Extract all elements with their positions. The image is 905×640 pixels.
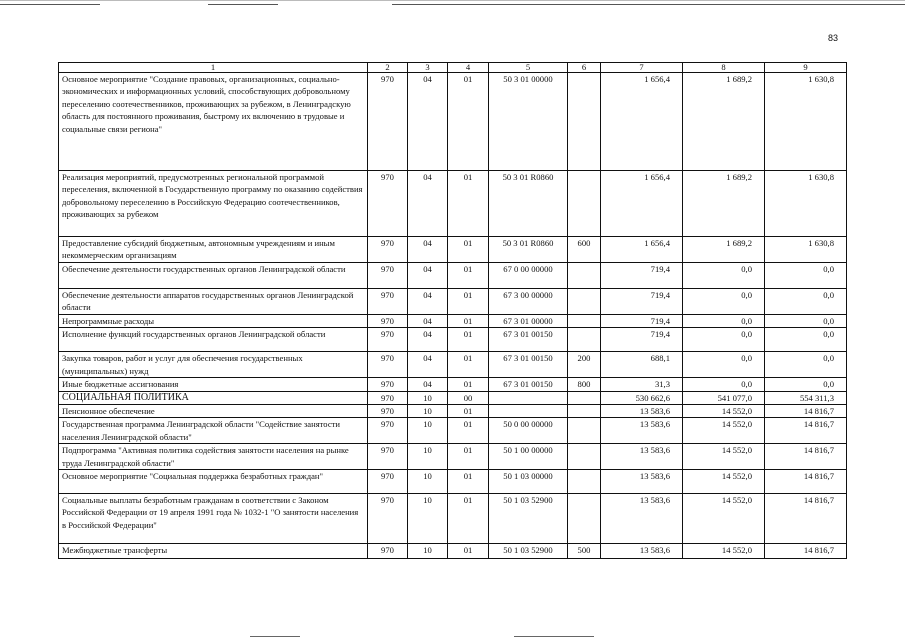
subsection-code: 01 (448, 352, 489, 378)
section-code: 10 (408, 405, 448, 418)
admin-code: 970 (368, 73, 408, 171)
target-article-code: 50 3 01 00000 (489, 73, 568, 171)
row-name: Подпрограмма "Активная политика содействия занятости населения на рынке труда Ленинградской области" (59, 444, 368, 470)
section-code: 04 (408, 314, 448, 327)
expense-type-code: 800 (568, 378, 601, 391)
table-row (59, 288, 847, 314)
amount-col-9: 0,0 (765, 262, 847, 288)
row-name: Основное мероприятие "Социальная поддержка безработных граждан" (59, 470, 368, 494)
admin-code: 970 (368, 405, 408, 418)
admin-code: 970 (368, 391, 408, 404)
column-number: 3 (408, 63, 448, 73)
amount-col-8: 1 689,2 (683, 171, 765, 237)
column-number: 6 (568, 63, 601, 73)
column-number: 7 (601, 63, 683, 73)
expense-type-code (568, 418, 601, 444)
scan-mark (392, 4, 905, 5)
column-number: 8 (683, 63, 765, 73)
expense-type-code: 600 (568, 237, 601, 263)
target-article-code (489, 391, 568, 404)
row-name: Реализация мероприятий, предусмотренных региональной программой переселения, включенной в Государственную программу по оказанию содействия добровольному переселению в Российскую Федерацию соотечественников, проживающих за рубежом (59, 171, 368, 237)
amount-col-8: 0,0 (683, 314, 765, 327)
admin-code: 970 (368, 378, 408, 391)
amount-col-7: 1 656,4 (601, 171, 683, 237)
amount-col-8: 1 689,2 (683, 237, 765, 263)
row-name: Закупка товаров, работ и услуг для обеспечения государственных (муниципальных) нужд (59, 352, 368, 378)
table-row (59, 470, 847, 494)
target-article-code: 50 1 03 52900 (489, 494, 568, 544)
section-code: 04 (408, 262, 448, 288)
target-article-code: 50 1 03 00000 (489, 470, 568, 494)
amount-col-9: 0,0 (765, 288, 847, 314)
target-article-code: 67 3 01 00150 (489, 328, 568, 352)
amount-col-7: 13 583,6 (601, 494, 683, 544)
scan-mark (0, 4, 100, 5)
subsection-code: 01 (448, 171, 489, 237)
section-code: 04 (408, 352, 448, 378)
amount-col-8: 541 077,0 (683, 391, 765, 404)
table-row (59, 262, 847, 288)
amount-col-7: 719,4 (601, 262, 683, 288)
amount-col-8: 0,0 (683, 288, 765, 314)
row-name: Непрограммные расходы (59, 314, 368, 327)
amount-col-9: 1 630,8 (765, 171, 847, 237)
expense-type-code (568, 73, 601, 171)
top-scan-edge (0, 0, 905, 1)
row-name: Государственная программа Ленинградской области "Содействие занятости населения Ленинградской области" (59, 418, 368, 444)
expense-type-code (568, 171, 601, 237)
amount-col-7: 31,3 (601, 378, 683, 391)
amount-col-8: 0,0 (683, 352, 765, 378)
subsection-code: 01 (448, 288, 489, 314)
expense-type-code (568, 262, 601, 288)
row-name: Обеспечение деятельности государственных органов Ленинградской области (59, 262, 368, 288)
subsection-code: 01 (448, 262, 489, 288)
column-number: 5 (489, 63, 568, 73)
admin-code: 970 (368, 288, 408, 314)
admin-code: 970 (368, 418, 408, 444)
section-code: 04 (408, 378, 448, 391)
amount-col-9: 14 816,7 (765, 494, 847, 544)
subsection-code: 00 (448, 391, 489, 404)
row-name: Пенсионное обеспечение (59, 405, 368, 418)
subsection-code: 01 (448, 470, 489, 494)
amount-col-8: 14 552,0 (683, 494, 765, 544)
admin-code: 970 (368, 470, 408, 494)
section-code: 10 (408, 444, 448, 470)
scan-mark (208, 4, 278, 5)
amount-col-9: 0,0 (765, 328, 847, 352)
admin-code: 970 (368, 352, 408, 378)
admin-code: 970 (368, 262, 408, 288)
amount-col-9: 1 630,8 (765, 73, 847, 171)
table-row (59, 352, 847, 378)
amount-col-8: 14 552,0 (683, 418, 765, 444)
target-article-code: 67 0 00 00000 (489, 262, 568, 288)
section-code: 04 (408, 237, 448, 263)
expense-type-code (568, 288, 601, 314)
scan-mark (514, 636, 594, 637)
admin-code: 970 (368, 314, 408, 327)
target-article-code: 67 3 00 00000 (489, 288, 568, 314)
expense-type-code (568, 470, 601, 494)
amount-col-9: 14 816,7 (765, 544, 847, 559)
table-row (59, 391, 847, 404)
amount-col-7: 13 583,6 (601, 544, 683, 559)
expense-type-code (568, 444, 601, 470)
target-article-code: 50 3 01 R0860 (489, 237, 568, 263)
amount-col-8: 1 689,2 (683, 73, 765, 171)
target-article-code: 50 1 03 52900 (489, 544, 568, 559)
amount-col-7: 13 583,6 (601, 418, 683, 444)
section-code: 04 (408, 73, 448, 171)
amount-col-9: 14 816,7 (765, 470, 847, 494)
section-code: 10 (408, 391, 448, 404)
target-article-code: 67 3 01 00000 (489, 314, 568, 327)
amount-col-9: 0,0 (765, 314, 847, 327)
table-row (59, 237, 847, 263)
amount-col-8: 0,0 (683, 262, 765, 288)
amount-col-9: 1 630,8 (765, 237, 847, 263)
admin-code: 970 (368, 237, 408, 263)
amount-col-7: 1 656,4 (601, 73, 683, 171)
row-name: СОЦИАЛЬНАЯ ПОЛИТИКА (59, 391, 368, 404)
admin-code: 970 (368, 444, 408, 470)
expense-type-code (568, 391, 601, 404)
target-article-code (489, 405, 568, 418)
budget-table (58, 62, 847, 559)
table-row (59, 73, 847, 171)
table-row (59, 328, 847, 352)
subsection-code: 01 (448, 73, 489, 171)
amount-col-9: 554 311,3 (765, 391, 847, 404)
section-code: 04 (408, 288, 448, 314)
table-row (59, 418, 847, 444)
amount-col-7: 719,4 (601, 328, 683, 352)
section-code: 10 (408, 494, 448, 544)
admin-code: 970 (368, 328, 408, 352)
column-number: 1 (59, 63, 368, 73)
target-article-code: 67 3 01 00150 (489, 378, 568, 391)
section-code: 10 (408, 544, 448, 559)
amount-col-8: 14 552,0 (683, 444, 765, 470)
expense-type-code (568, 494, 601, 544)
admin-code: 970 (368, 494, 408, 544)
subsection-code: 01 (448, 418, 489, 444)
section-code: 04 (408, 328, 448, 352)
amount-col-7: 530 662,6 (601, 391, 683, 404)
amount-col-7: 719,4 (601, 288, 683, 314)
amount-col-9: 0,0 (765, 378, 847, 391)
page-number: 83 (828, 33, 839, 43)
column-number-row (59, 63, 847, 73)
amount-col-7: 13 583,6 (601, 444, 683, 470)
row-name: Основное мероприятие "Создание правовых, организационных, социально-экономических и информационных условий, способствующих добровольному переселению соотечественников, проживающих за рубежом, в Ленинградскую область для постоянного проживания, быстрому их включению в трудовые и социальные связи региона" (59, 73, 368, 171)
row-name: Исполнение функций государственных органов Ленинградской области (59, 328, 368, 352)
scan-mark (250, 636, 300, 637)
admin-code: 970 (368, 544, 408, 559)
amount-col-9: 14 816,7 (765, 418, 847, 444)
amount-col-7: 1 656,4 (601, 237, 683, 263)
subsection-code: 01 (448, 444, 489, 470)
table-row (59, 378, 847, 391)
target-article-code: 50 0 00 00000 (489, 418, 568, 444)
amount-col-8: 14 552,0 (683, 544, 765, 559)
row-name: Межбюджетные трансферты (59, 544, 368, 559)
amount-col-9: 0,0 (765, 352, 847, 378)
table-row (59, 405, 847, 418)
row-name: Иные бюджетные ассигнования (59, 378, 368, 391)
admin-code: 970 (368, 171, 408, 237)
amount-col-7: 13 583,6 (601, 470, 683, 494)
expense-type-code: 500 (568, 544, 601, 559)
subsection-code: 01 (448, 378, 489, 391)
column-number: 9 (765, 63, 847, 73)
table-row (59, 494, 847, 544)
amount-col-7: 719,4 (601, 314, 683, 327)
amount-col-7: 688,1 (601, 352, 683, 378)
subsection-code: 01 (448, 405, 489, 418)
target-article-code: 67 3 01 00150 (489, 352, 568, 378)
subsection-code: 01 (448, 328, 489, 352)
table-row (59, 544, 847, 559)
amount-col-7: 13 583,6 (601, 405, 683, 418)
table-row (59, 171, 847, 237)
row-name: Обеспечение деятельности аппаратов государственных органов Ленинградской области (59, 288, 368, 314)
column-number: 2 (368, 63, 408, 73)
expense-type-code (568, 328, 601, 352)
amount-col-8: 14 552,0 (683, 405, 765, 418)
section-code: 10 (408, 418, 448, 444)
table-row (59, 314, 847, 327)
amount-col-8: 14 552,0 (683, 470, 765, 494)
amount-col-8: 0,0 (683, 328, 765, 352)
amount-col-9: 14 816,7 (765, 405, 847, 418)
amount-col-9: 14 816,7 (765, 444, 847, 470)
expense-type-code: 200 (568, 352, 601, 378)
row-name: Предоставление субсидий бюджетным, автономным учреждениям и иным некоммерческим организациям (59, 237, 368, 263)
amount-col-8: 0,0 (683, 378, 765, 391)
row-name: Социальные выплаты безработным гражданам в соответствии с Законом Российской Федерации от 19 апреля 1991 года № 1032-1 "О занятости населения в Российской Федерации" (59, 494, 368, 544)
target-article-code: 50 3 01 R0860 (489, 171, 568, 237)
subsection-code: 01 (448, 494, 489, 544)
table-row (59, 444, 847, 470)
subsection-code: 01 (448, 544, 489, 559)
subsection-code: 01 (448, 314, 489, 327)
column-number: 4 (448, 63, 489, 73)
expense-type-code (568, 405, 601, 418)
section-code: 10 (408, 470, 448, 494)
subsection-code: 01 (448, 237, 489, 263)
expense-type-code (568, 314, 601, 327)
section-code: 04 (408, 171, 448, 237)
target-article-code: 50 1 00 00000 (489, 444, 568, 470)
